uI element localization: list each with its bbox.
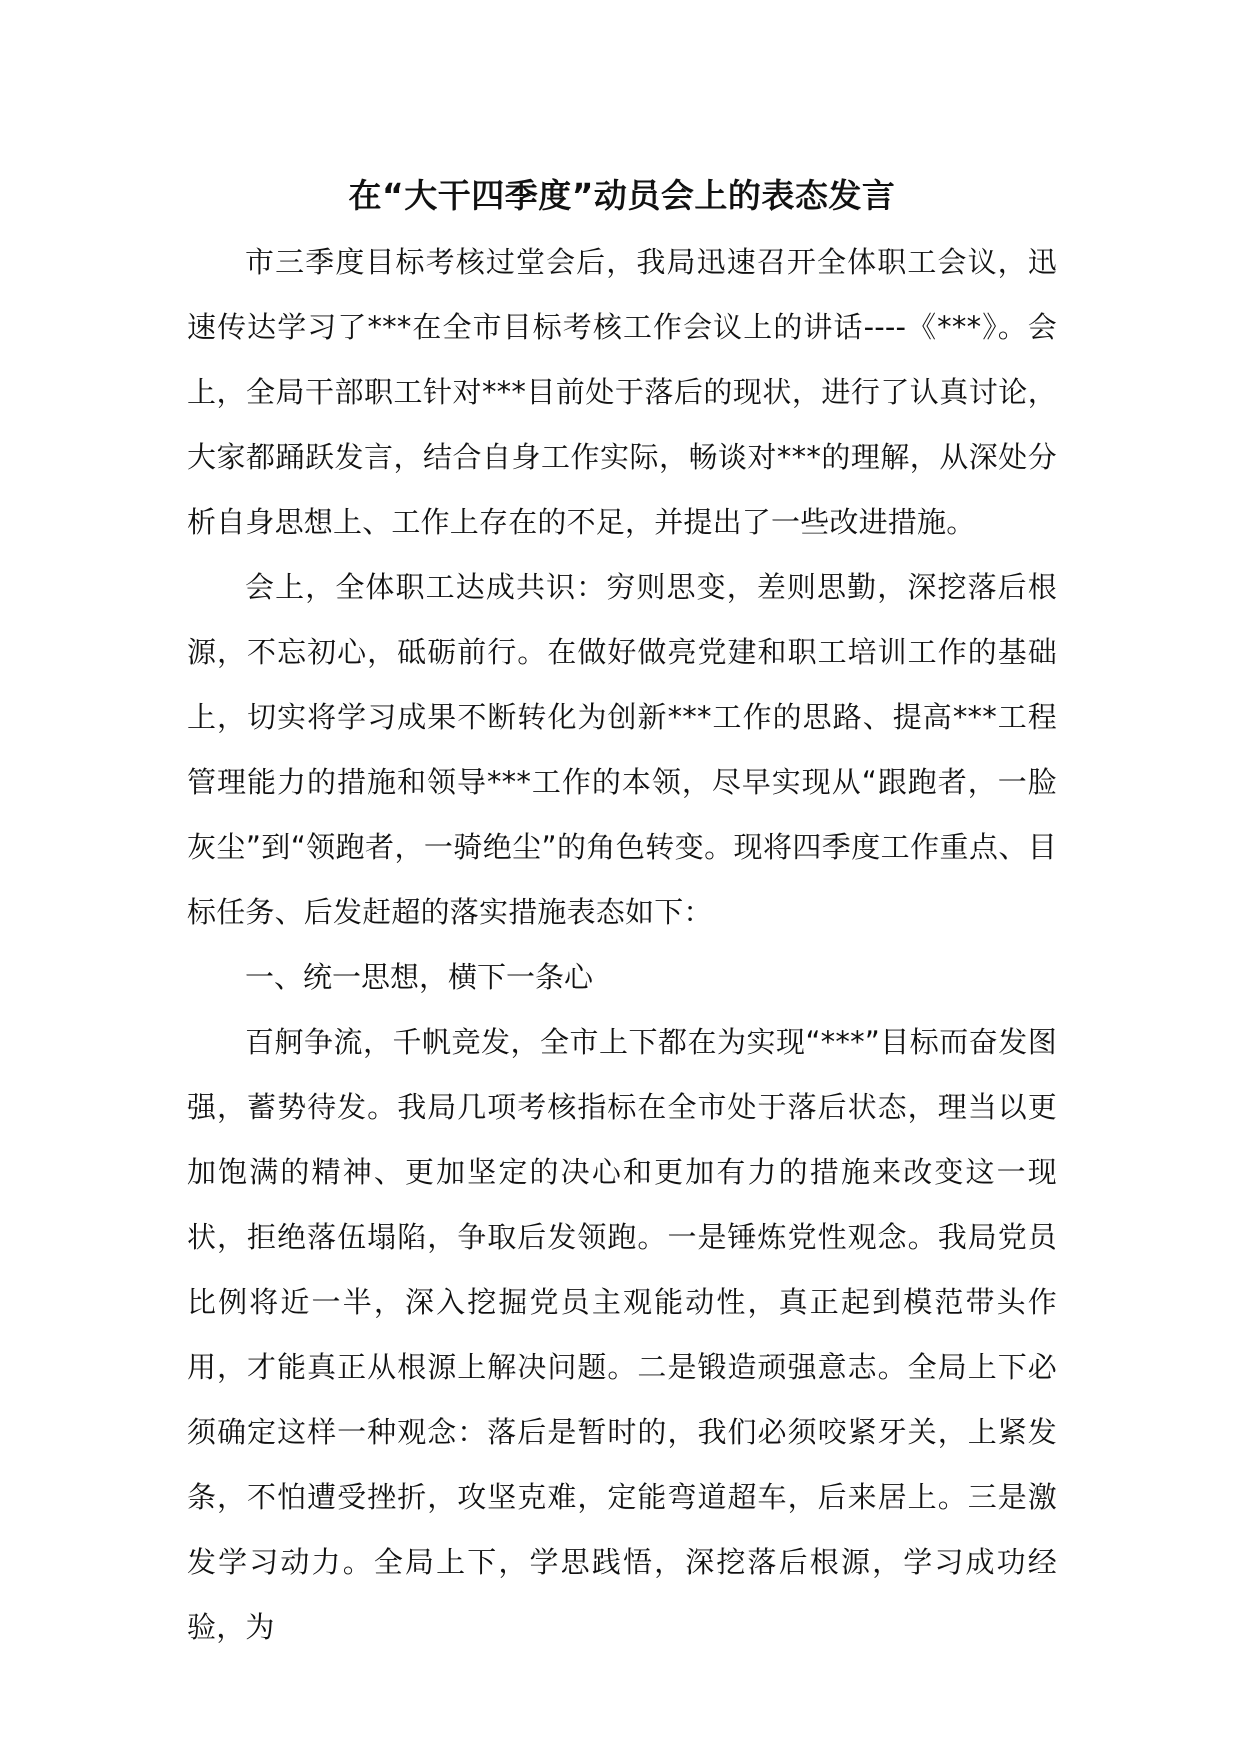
paragraph-meeting-summary: 市三季度目标考核过堂会后，我局迅速召开全体职工会议，迅速传达学习了***在全市目标考核工作会议上的讲话----《***》。会上，全局干部职工针对***目前处于落后的现状，进行了认真讨论，大家都踊跃发言，结合自身工作实际，畅谈对***的理解，从深处分析自身思想上、工作上存在的不足，并提出了一些改进措施。 — [187, 245, 1057, 539]
paragraph-section-one: 百舸争流，千帆竞发，全市上下都在为实现“***”目标而奋发图强，蓄势待发。我局几项考核指标在全市处于落后状态，理当以更加饱满的精神、更加坚定的决心和更加有力的措施来改变这一现状，拒绝落伍塌陷，争取后发领跑。一是锤炼党性观念。我局党员比例将近一半，深入挖掘党员主观能动性，真正起到模范带头作用，才能真正从根源上解决问题。二是锻造顽强意志。全局上下必须确定这样一种观念：落后是暂时的，我们必须咬紧牙关，上紧发条，不怕遭受挫折，攻坚克难，定能弯道超车，后来居上。三是激发学习动力。全局上下，学思践悟，深挖落后根源，学习成功经验，为 — [187, 1025, 1057, 1644]
paragraph-consensus: 会上，全体职工达成共识：穷则思变，差则思勤，深挖落后根源，不忘初心，砥砺前行。在做好做亮党建和职工培训工作的基础上，切实将学习成果不断转化为创新***工作的思路、提高***工程管理能力的措施和领导***工作的本领，尽早实现从“跟跑者，一脸灰尘”到“领跑者，一骑绝尘”的角色转变。现将四季度工作重点、目标任务、后发赶超的落实措施表态如下： — [187, 570, 1057, 929]
document-title: 在“大干四季度”动员会上的表态发言 — [348, 176, 896, 215]
document-page — [187, 176, 1057, 1660]
section-heading: 一、统一思想，横下一条心 — [245, 960, 594, 994]
